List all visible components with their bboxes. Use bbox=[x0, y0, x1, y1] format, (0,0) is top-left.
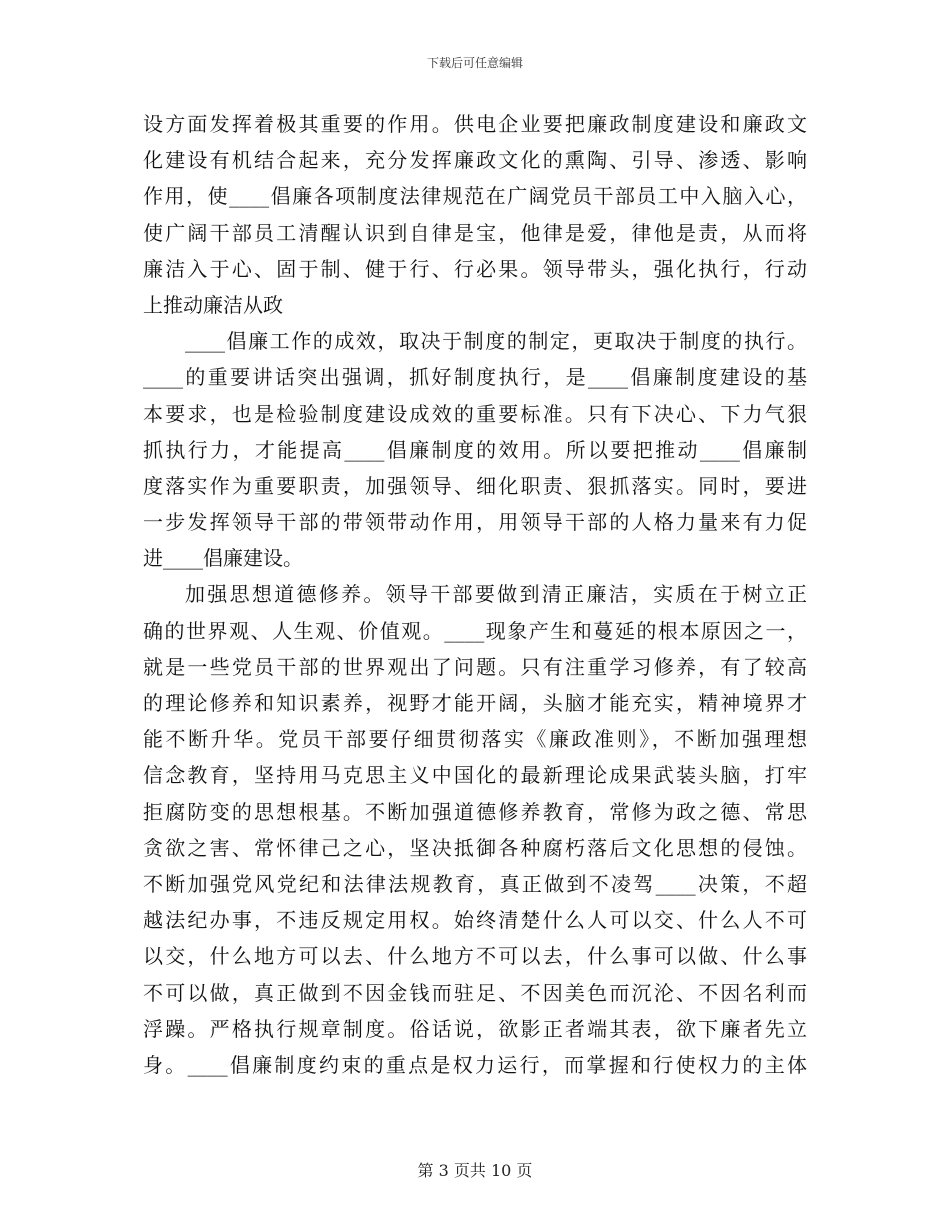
text-line: 身。____倡廉制度约束的重点是权力运行，而掌握和行使权力的主体 bbox=[143, 1052, 807, 1077]
text-line: 度落实作为重要职责，加强领导、细化职责、狠抓落实。同时，要进 bbox=[143, 473, 807, 498]
page-header: 下载后可任意编辑 bbox=[426, 56, 523, 70]
text-line: 抓执行力，才能提高____倡廉制度的效用。所以要把推动____倡廉制 bbox=[143, 437, 807, 462]
text-line: 能不断升华。党员干部要仔细贯彻落实《廉政准则》，不断加强理想 bbox=[143, 727, 807, 752]
text-line: 信念教育，坚持用马克思主义中国化的最新理论成果武装头脑，打牢 bbox=[143, 763, 807, 788]
text-line: ____的重要讲话突出强调，抓好制度执行，是____倡廉制度建设的基 bbox=[143, 365, 807, 390]
text-line: 设方面发挥着极其重要的作用。供电企业要把廉政制度建设和廉政文 bbox=[143, 112, 807, 136]
text-line: 不可以做，真正做到不因金钱而驻足、不因美色而沉沦、不因名利而 bbox=[143, 980, 807, 1005]
text-line: 一步发挥领导干部的带领带动作用，用领导干部的人格力量来有力促 bbox=[143, 510, 807, 535]
text-line: 不断加强党风党纪和法律法规教育，真正做到不凌驾____决策，不超 bbox=[143, 871, 807, 896]
document-body bbox=[143, 106, 807, 1083]
text-line: 以交，什么地方可以去、什么地方不可以去，什么事可以做、什么事 bbox=[143, 944, 807, 969]
text-line: 加强思想道德修养。领导干部要做到清正廉洁，实质在于树立正 bbox=[185, 582, 807, 607]
text-line: 作用，使____倡廉各项制度法律规范在广阔党员干部员工中入脑入心， bbox=[143, 184, 807, 209]
text-line: 越法纪办事，不违反规定用权。始终清楚什么人可以交、什么人不可 bbox=[143, 908, 807, 933]
text-line: 使广阔干部员工清醒认识到自律是宝，他律是爱，律他是责，从而将 bbox=[143, 220, 807, 245]
text-line: 确的世界观、人生观、价值观。____现象产生和蔓延的根本原因之一， bbox=[143, 618, 807, 643]
text-line: 进____倡廉建设。 bbox=[143, 546, 303, 571]
text-line: ____倡廉工作的成效，取决于制度的制定，更取决于制度的执行。 bbox=[185, 329, 807, 354]
text-line: 化建设有机结合起来，充分发挥廉政文化的熏陶、引导、渗透、影响 bbox=[143, 148, 807, 173]
text-line: 廉洁入于心、固于制、健于行、行必果。领导带头，强化执行，行动 bbox=[143, 256, 807, 281]
text-line: 的理论修养和知识素养，视野才能开阔，头脑才能充实，精神境界才 bbox=[143, 691, 807, 715]
text-line: 拒腐防变的思想根基。不断加强道德修养教育，常修为政之德、常思 bbox=[143, 799, 807, 824]
text-line: 就是一些党员干部的世界观出了问题。只有注重学习修养，有了较高 bbox=[143, 654, 807, 679]
text-line: 浮躁。严格执行规章制度。俗话说，欲影正者端其表，欲下廉者先立 bbox=[143, 1016, 807, 1041]
text-line: 上推动廉洁从政 bbox=[143, 292, 283, 317]
text-line: 贪欲之害、常怀律己之心，坚决抵御各种腐朽落后文化思想的侵蚀。 bbox=[143, 835, 807, 860]
text-line: 本要求，也是检验制度建设成效的重要标准。只有下决心、下力气狠 bbox=[143, 401, 807, 426]
page-footer: 第 3 页共 10 页 bbox=[417, 1161, 533, 1180]
